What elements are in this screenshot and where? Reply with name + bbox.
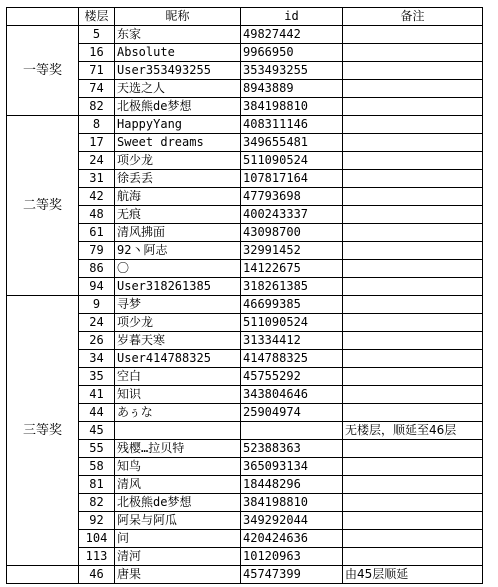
floor-cell: 46 [79, 566, 115, 584]
id-cell: 45755292 [241, 368, 343, 386]
nickname-cell: 残樱…拉贝特 [115, 440, 241, 458]
table-row [7, 548, 483, 566]
nickname-cell: 北极熊de梦想 [115, 98, 241, 116]
table-row [7, 440, 483, 458]
id-cell: 400243337 [241, 206, 343, 224]
nickname-cell: HappyYang [115, 116, 241, 134]
id-cell: 511090524 [241, 152, 343, 170]
table-row [7, 332, 483, 350]
nickname-cell: 项少龙 [115, 152, 241, 170]
floor-cell: 71 [79, 62, 115, 80]
note-cell [343, 260, 483, 278]
note-cell [343, 188, 483, 206]
table-row [7, 458, 483, 476]
floor-cell: 48 [79, 206, 115, 224]
id-cell: 9966950 [241, 44, 343, 62]
note-cell [343, 62, 483, 80]
table-row [7, 350, 483, 368]
table-row [7, 476, 483, 494]
floor-cell: 86 [79, 260, 115, 278]
table-row [7, 386, 483, 404]
table-row [7, 116, 483, 134]
id-cell: 365093134 [241, 458, 343, 476]
nickname-cell: 知识 [115, 386, 241, 404]
header-note: 备注 [343, 8, 483, 26]
id-cell: 32991452 [241, 242, 343, 260]
table-row [7, 26, 483, 44]
table-row [7, 224, 483, 242]
floor-cell: 24 [79, 152, 115, 170]
nickname-cell: 92丶阿志 [115, 242, 241, 260]
note-cell [343, 80, 483, 98]
nickname-cell: 知鸟 [115, 458, 241, 476]
floor-cell: 17 [79, 134, 115, 152]
nickname-cell: 项少龙 [115, 314, 241, 332]
id-cell: 414788325 [241, 350, 343, 368]
nickname-cell: 天选之人 [115, 80, 241, 98]
note-cell [343, 458, 483, 476]
id-cell: 8943889 [241, 80, 343, 98]
id-cell: 353493255 [241, 62, 343, 80]
table-row [7, 422, 483, 440]
id-cell: 420424636 [241, 530, 343, 548]
floor-cell: 26 [79, 332, 115, 350]
id-cell: 47793698 [241, 188, 343, 206]
nickname-cell: 问 [115, 530, 241, 548]
note-cell [343, 152, 483, 170]
nickname-cell: User318261385 [115, 278, 241, 296]
id-cell: 10120963 [241, 548, 343, 566]
note-cell [343, 278, 483, 296]
note-cell [343, 206, 483, 224]
prize-table [6, 7, 483, 584]
id-cell: 14122675 [241, 260, 343, 278]
table-row [7, 260, 483, 278]
note-cell [343, 116, 483, 134]
table-row [7, 44, 483, 62]
floor-cell: 24 [79, 314, 115, 332]
header-id: id [241, 8, 343, 26]
floor-cell: 74 [79, 80, 115, 98]
note-cell: 由45层顺延 [343, 566, 483, 584]
table-row [7, 98, 483, 116]
id-cell: 52388363 [241, 440, 343, 458]
nickname-cell: 北极熊de梦想 [115, 494, 241, 512]
note-cell [343, 242, 483, 260]
prize-tier-cell-empty [7, 566, 79, 584]
nickname-cell: User353493255 [115, 62, 241, 80]
floor-cell: 41 [79, 386, 115, 404]
note-cell [343, 476, 483, 494]
floor-cell: 82 [79, 494, 115, 512]
nickname-cell: 徐丢丢 [115, 170, 241, 188]
table-row [7, 494, 483, 512]
header-row [7, 8, 483, 26]
note-cell [343, 44, 483, 62]
id-cell: 43098700 [241, 224, 343, 242]
table-row [7, 188, 483, 206]
note-cell [343, 494, 483, 512]
id-cell: 31334412 [241, 332, 343, 350]
id-cell: 46699385 [241, 296, 343, 314]
nickname-cell: 寻梦 [115, 296, 241, 314]
nickname-cell: 唐果 [115, 566, 241, 584]
nickname-cell: 清风拂面 [115, 224, 241, 242]
id-cell: 18448296 [241, 476, 343, 494]
id-cell: 343804646 [241, 386, 343, 404]
table-row [7, 296, 483, 314]
note-cell [343, 368, 483, 386]
header-tier [7, 8, 79, 26]
table-row [7, 530, 483, 548]
table-row [7, 242, 483, 260]
nickname-cell: 岁暮天寒 [115, 332, 241, 350]
nickname-cell: Sweet dreams [115, 134, 241, 152]
note-cell [343, 440, 483, 458]
floor-cell: 79 [79, 242, 115, 260]
id-cell: 25904974 [241, 404, 343, 422]
note-cell [343, 512, 483, 530]
id-cell: 511090524 [241, 314, 343, 332]
note-cell [343, 296, 483, 314]
table-row [7, 62, 483, 80]
id-cell: 45747399 [241, 566, 343, 584]
id-cell: 384198810 [241, 494, 343, 512]
floor-cell: 8 [79, 116, 115, 134]
id-cell [241, 422, 343, 440]
header-name: 昵称 [115, 8, 241, 26]
note-cell [343, 386, 483, 404]
nickname-cell: Absolute [115, 44, 241, 62]
note-cell [343, 170, 483, 188]
nickname-cell: あぅな [115, 404, 241, 422]
note-cell [343, 350, 483, 368]
id-cell: 349292044 [241, 512, 343, 530]
id-cell: 318261385 [241, 278, 343, 296]
table-body [7, 26, 483, 584]
prize-tier-cell: 二等奖 [7, 116, 79, 296]
table-row [7, 80, 483, 98]
floor-cell: 42 [79, 188, 115, 206]
prize-tier-cell: 三等奖 [7, 296, 79, 566]
floor-cell: 55 [79, 440, 115, 458]
table-row [7, 512, 483, 530]
prize-tier-cell: 一等奖 [7, 26, 79, 116]
nickname-cell: 阿呆与阿瓜 [115, 512, 241, 530]
nickname-cell: 空白 [115, 368, 241, 386]
floor-cell: 61 [79, 224, 115, 242]
nickname-cell: 清河 [115, 548, 241, 566]
table-row [7, 206, 483, 224]
note-cell [343, 26, 483, 44]
note-cell [343, 224, 483, 242]
table-row [7, 404, 483, 422]
note-cell [343, 530, 483, 548]
note-cell [343, 314, 483, 332]
id-cell: 107817164 [241, 170, 343, 188]
floor-cell: 104 [79, 530, 115, 548]
floor-cell: 94 [79, 278, 115, 296]
floor-cell: 16 [79, 44, 115, 62]
nickname-cell: 航海 [115, 188, 241, 206]
floor-cell: 5 [79, 26, 115, 44]
table-row [7, 278, 483, 296]
table-row [7, 566, 483, 584]
note-cell [343, 134, 483, 152]
id-cell: 349655481 [241, 134, 343, 152]
floor-cell: 113 [79, 548, 115, 566]
header-floor: 楼层 [79, 8, 115, 26]
note-cell [343, 332, 483, 350]
id-cell: 408311146 [241, 116, 343, 134]
floor-cell: 35 [79, 368, 115, 386]
note-cell [343, 98, 483, 116]
table-row [7, 134, 483, 152]
floor-cell: 34 [79, 350, 115, 368]
table-row [7, 368, 483, 386]
floor-cell: 44 [79, 404, 115, 422]
nickname-cell: 东家 [115, 26, 241, 44]
table-row [7, 170, 483, 188]
id-cell: 49827442 [241, 26, 343, 44]
floor-cell: 9 [79, 296, 115, 314]
floor-cell: 45 [79, 422, 115, 440]
table-row [7, 314, 483, 332]
floor-cell: 92 [79, 512, 115, 530]
nickname-cell: User414788325 [115, 350, 241, 368]
floor-cell: 81 [79, 476, 115, 494]
floor-cell: 82 [79, 98, 115, 116]
floor-cell: 31 [79, 170, 115, 188]
note-cell [343, 548, 483, 566]
nickname-cell: 清风 [115, 476, 241, 494]
id-cell: 384198810 [241, 98, 343, 116]
nickname-cell: 〇 [115, 260, 241, 278]
nickname-cell: 无痕 [115, 206, 241, 224]
nickname-cell [115, 422, 241, 440]
note-cell [343, 404, 483, 422]
note-cell: 无楼层，顺延至46层 [343, 422, 483, 440]
table-row [7, 152, 483, 170]
floor-cell: 58 [79, 458, 115, 476]
